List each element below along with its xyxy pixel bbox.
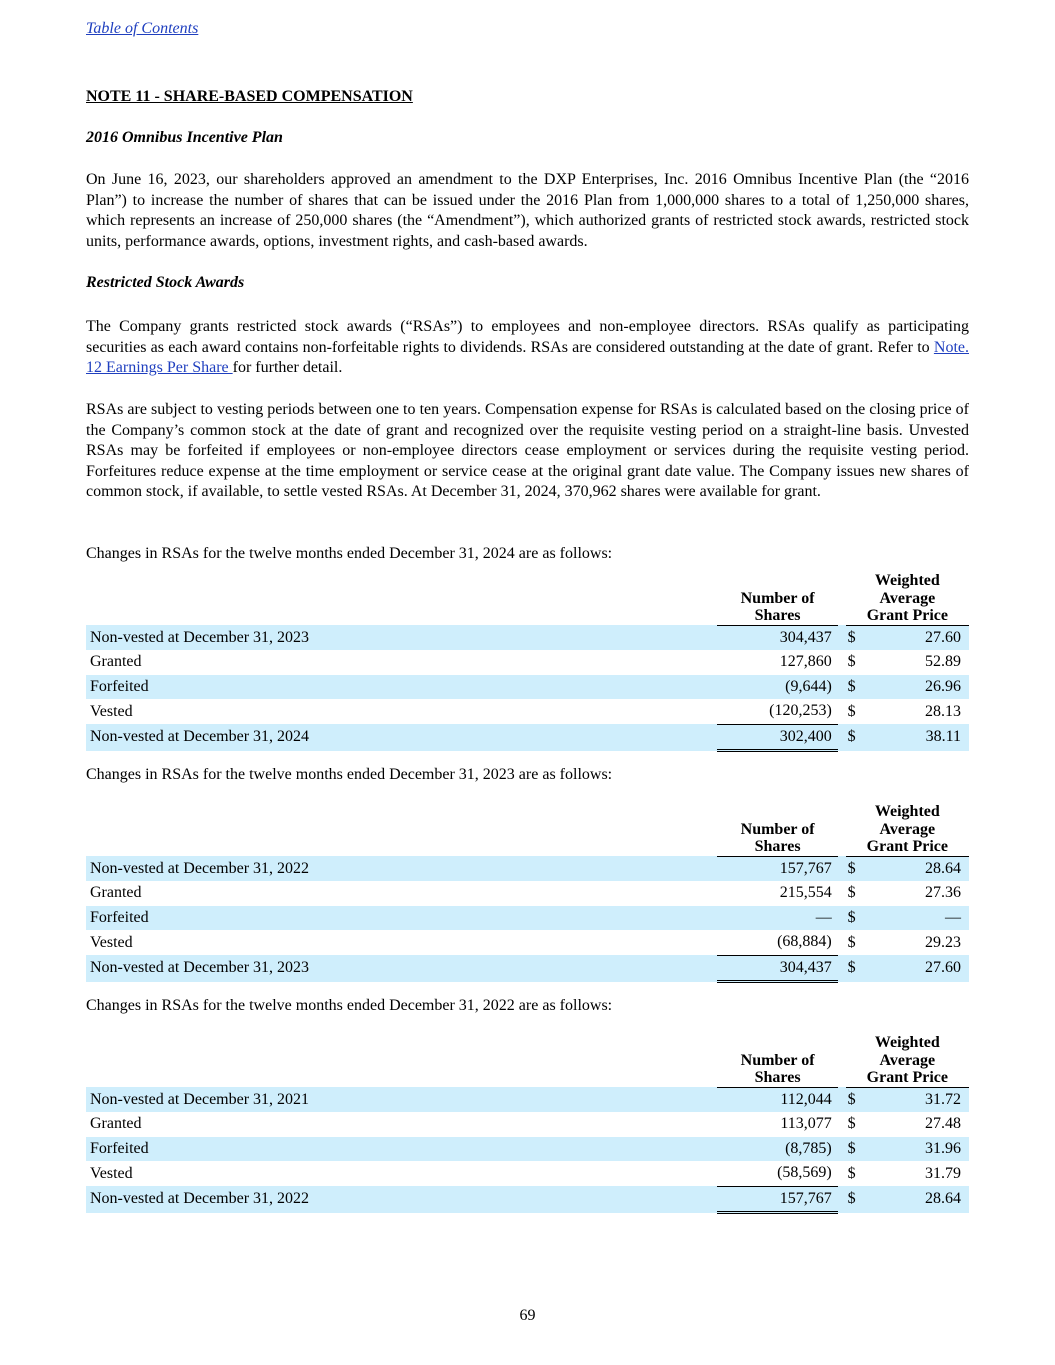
rsa-heading: Restricted Stock Awards xyxy=(86,274,245,291)
rsa-table-2024 xyxy=(86,572,969,752)
note-12-link[interactable]: Note. 12 Earnings Per Share xyxy=(86,338,969,377)
table-row-total: Non-vested at December 31, 2024 302,400 $ 38.11 xyxy=(86,724,969,751)
table-row: Vested (120,253) $ 28.13 xyxy=(86,699,969,724)
table-row: Vested (58,569) $ 31.79 xyxy=(86,1161,969,1186)
table-row: Forfeited (8,785) $ 31.96 xyxy=(86,1137,969,1162)
table-row: Forfeited — $ — xyxy=(86,906,969,931)
table-intro: Changes in RSAs for the twelve months ended December 31, 2024 are as follows: xyxy=(86,545,613,562)
plan-heading: 2016 Omnibus Incentive Plan xyxy=(86,129,283,146)
table-row: Non-vested at December 31, 2023 304,437 $ 27.60 xyxy=(86,625,969,650)
table-row: Forfeited (9,644) $ 26.96 xyxy=(86,675,969,700)
plan-paragraph: On June 16, 2023, our shareholders approved an amendment to the DXP Enterprises, Inc. 2016 Omnibus Incentive Plan (the “2016 Plan”) to increase the number of shares that can be issued under the 2016 Plan from 1,000,000 shares to a total of 1,250,000 shares, which represents an increase of 250,000 shares (the “Amendment”), which authorized grants of restricted stock awards, restricted stock units, performance awards, options, investment rights, and cash-based awards. xyxy=(86,171,969,250)
table-row: Non-vested at December 31, 2022 157,767 $ 28.64 xyxy=(86,856,969,881)
rsa-paragraph-1-text: The Company grants restricted stock awards (“RSAs”) to employees and non-employee directors. RSAs qualify as participating securities as each award contains non-forfeitable rights to dividends. RSAs are considered outstanding at the date of grant. Refer to xyxy=(86,318,969,356)
header-weighted-average-grant-price: Weighted Average Grant Price xyxy=(846,572,969,625)
table-row: Vested (68,884) $ 29.23 xyxy=(86,930,969,955)
table-of-contents-link[interactable]: Table of Contents xyxy=(86,20,199,37)
rsa-table-2023 xyxy=(86,803,969,983)
rsa-paragraph-1 xyxy=(86,317,969,379)
page-number: 69 xyxy=(519,1307,536,1324)
header-weighted-average-grant-price: Weighted Average Grant Price xyxy=(846,1034,969,1087)
rsa-table-2022 xyxy=(86,1034,969,1214)
table-row: Granted 127,860 $ 52.89 xyxy=(90,653,961,671)
header-number-of-shares: Number of Shares xyxy=(717,803,837,856)
header-weighted-average-grant-price: Weighted Average Grant Price xyxy=(846,803,969,856)
rsa-paragraph-2: RSAs are subject to vesting periods between one to ten years. Compensation expense for RSAs is calculated based on the closing price of the Company’s common stock at the date of grant and recognized over the requisite vesting period on a straight-line basis. Unvested RSAs may be forfeited if employees or non-employee directors cease employment or services during the requisite vesting period. Forfeitures reduce expense at the time employment or service cease at the original grant date value. The Company issues new shares of common stock, if available, to settle vested RSAs. At December 31, 2024, 370,962 shares were available for grant. xyxy=(86,401,969,501)
header-number-of-shares: Number of Shares xyxy=(717,1034,837,1087)
rsa-paragraph-1-tail: for further detail. xyxy=(232,359,343,377)
table-intro: Changes in RSAs for the twelve months ended December 31, 2023 are as follows: xyxy=(86,766,613,783)
table-row: Non-vested at December 31, 2021 112,044 $ 31.72 xyxy=(86,1087,969,1112)
table-row: Granted 215,554 $ 27.36 xyxy=(90,884,961,902)
note-title: NOTE 11 - SHARE-BASED COMPENSATION xyxy=(86,88,413,105)
table-row: Granted 113,077 $ 27.48 xyxy=(90,1115,961,1133)
table-row-total: Non-vested at December 31, 2022 157,767 $ 28.64 xyxy=(86,1186,969,1213)
table-intro: Changes in RSAs for the twelve months ended December 31, 2022 are as follows: xyxy=(86,997,613,1014)
header-number-of-shares: Number of Shares xyxy=(717,572,837,625)
table-row-total: Non-vested at December 31, 2023 304,437 $ 27.60 xyxy=(86,955,969,982)
